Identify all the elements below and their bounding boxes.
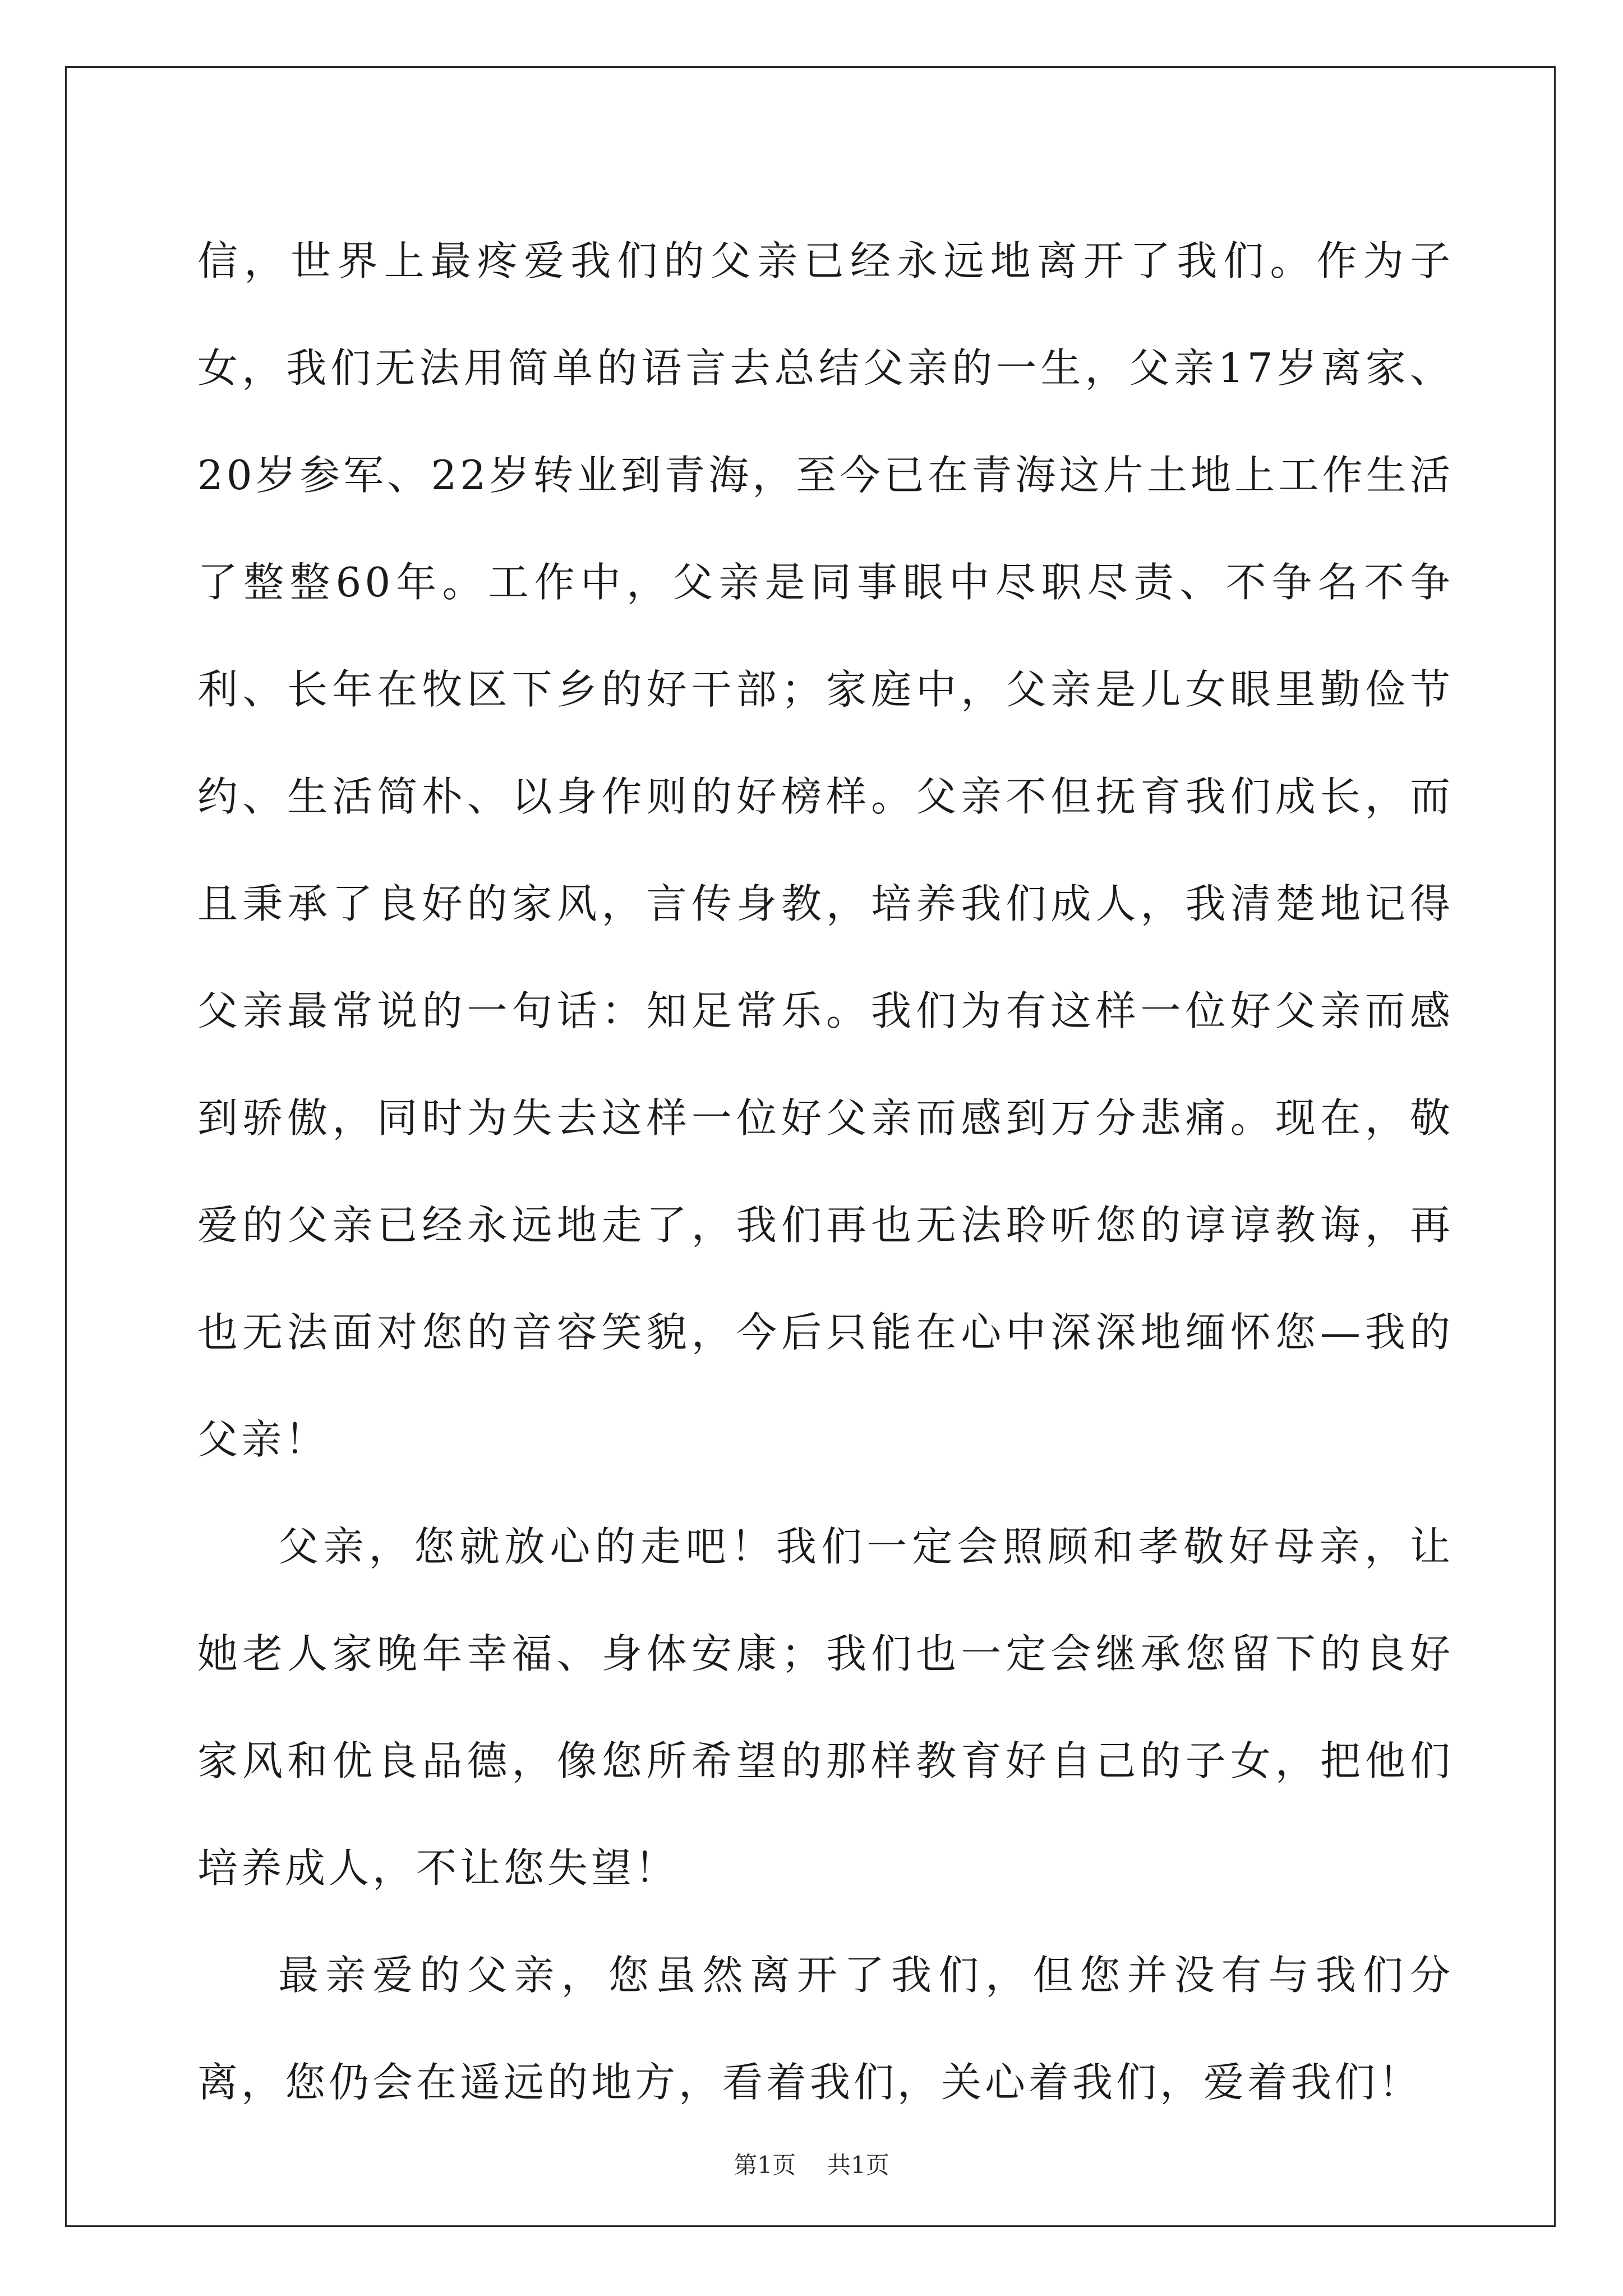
paragraph-closing: 最亲爱的父亲，您虽然离开了我们，但您并没有与我们分离，您仍会在遥远的地方，看着我们，关心着我们，爱着我们！ — [197, 1952, 1454, 2106]
document-body — [197, 208, 1454, 2136]
page-number: 第1页 — [734, 2151, 796, 2179]
page-total: 共1页 — [827, 2151, 889, 2179]
paragraph-farewell: 父亲，您就放心的走吧！我们一定会照顾和孝敬好母亲，让她老人家晚年幸福、身体安康；我们也一定会继承您留下的良好家风和优良品德，像您所希望的那样教育好自己的子女，把他们培养成人，不让您失望！ — [197, 1523, 1454, 1892]
paragraph-continuation: 信，世界上最疼爱我们的父亲已经永远地离开了我们。作为子女，我们无法用简单的语言去总结父亲的一生，父亲17岁离家、20岁参军、22岁转业到青海，至今已在青海这片土地上工作生活了整整60年。工作中，父亲是同事眼中尽职尽责、不争名不争利、长年在牧区下乡的好干部；家庭中，父亲是儿女眼里勤俭节约、生活简朴、以身作则的好榜样。父亲不但抚育我们成长，而且秉承了良好的家风，言传身教，培养我们成人，我清楚地记得父亲最常说的一句话：知足常乐。我们为有这样一位好父亲而感到骄傲，同时为失去这样一位好父亲而感到万分悲痛。现在，敬爱的父亲已经永远地走了，我们再也无法聆听您的谆谆教诲，再也无法面对您的音容笑貌，今后只能在心中深深地缅怀您—我的父亲！ — [197, 237, 1454, 1463]
page-footer — [0, 2148, 1623, 2182]
